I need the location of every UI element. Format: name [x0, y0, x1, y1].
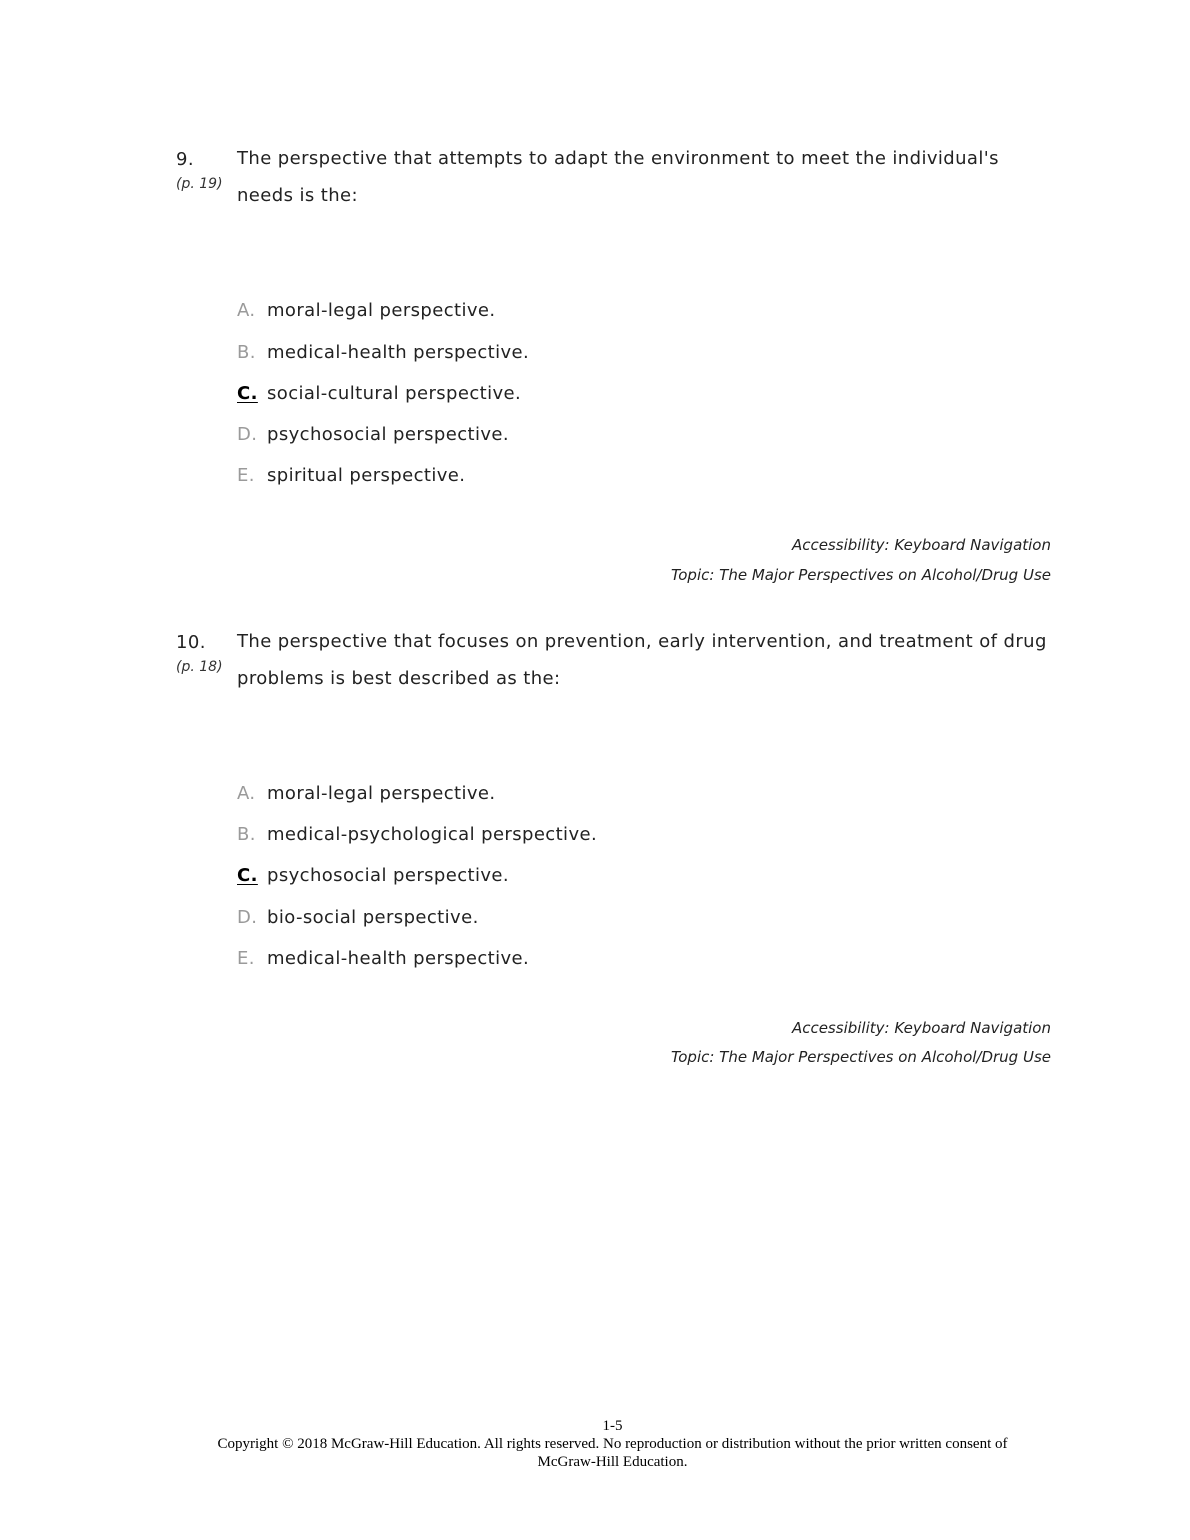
- option-text: moral-legal perspective.: [267, 783, 496, 804]
- accessibility-note: Accessibility: Keyboard Navigation: [791, 536, 1051, 554]
- option-b: [237, 824, 597, 854]
- option-letter: A.: [237, 783, 256, 804]
- question-text: The perspective that attempts to adapt the environment to meet the individual's needs is the:: [237, 148, 999, 206]
- option-e: [237, 948, 529, 978]
- topic-note: Topic: The Major Perspectives on Alcohol/Drug Use: [670, 566, 1051, 584]
- correct-answer-letter: C.: [237, 383, 258, 404]
- copyright-line-1: Copyright © 2018 McGraw-Hill Education. All rights reserved. No reproduction or distribution without the prior written consent of: [217, 1436, 1008, 1452]
- option-c-correct: [237, 383, 521, 413]
- option-text: moral-legal perspective.: [267, 300, 496, 321]
- option-text: medical-psychological perspective.: [267, 824, 598, 845]
- option-a: [237, 783, 496, 813]
- option-c-correct: [237, 865, 509, 895]
- page-reference: (p. 19): [176, 176, 223, 192]
- option-e: [237, 465, 465, 495]
- option-b: [237, 342, 529, 372]
- option-text: medical-health perspective.: [267, 948, 530, 969]
- question-number: 9.: [176, 149, 194, 170]
- question-text: The perspective that focuses on prevention, early intervention, and treatment of drug problems is best described as the:: [237, 631, 1047, 689]
- option-text: social-cultural perspective.: [267, 383, 522, 404]
- page-footer: [0, 1417, 1190, 1471]
- accessibility-note: Accessibility: Keyboard Navigation: [791, 1019, 1051, 1037]
- option-d: [237, 424, 509, 454]
- correct-answer-letter: C.: [237, 865, 258, 886]
- option-text: psychosocial perspective.: [267, 865, 509, 886]
- option-text: spiritual perspective.: [267, 465, 466, 486]
- option-text: medical-health perspective.: [267, 342, 530, 363]
- option-a: [237, 300, 496, 330]
- topic-note: Topic: The Major Perspectives on Alcohol/Drug Use: [670, 1048, 1051, 1066]
- option-letter: D.: [237, 424, 258, 445]
- question-number: 10.: [176, 632, 206, 653]
- option-letter: E.: [237, 465, 255, 486]
- option-d: [237, 907, 479, 937]
- option-letter: E.: [237, 948, 255, 969]
- option-letter: B.: [237, 342, 256, 363]
- option-text: psychosocial perspective.: [267, 424, 509, 445]
- page-number: 1-5: [602, 1418, 623, 1434]
- option-text: bio-social perspective.: [267, 907, 479, 928]
- option-letter: D.: [237, 907, 258, 928]
- copyright-line-2: McGraw-Hill Education.: [537, 1454, 688, 1470]
- page-reference: (p. 18): [176, 659, 223, 675]
- option-letter: B.: [237, 824, 256, 845]
- option-letter: A.: [237, 300, 256, 321]
